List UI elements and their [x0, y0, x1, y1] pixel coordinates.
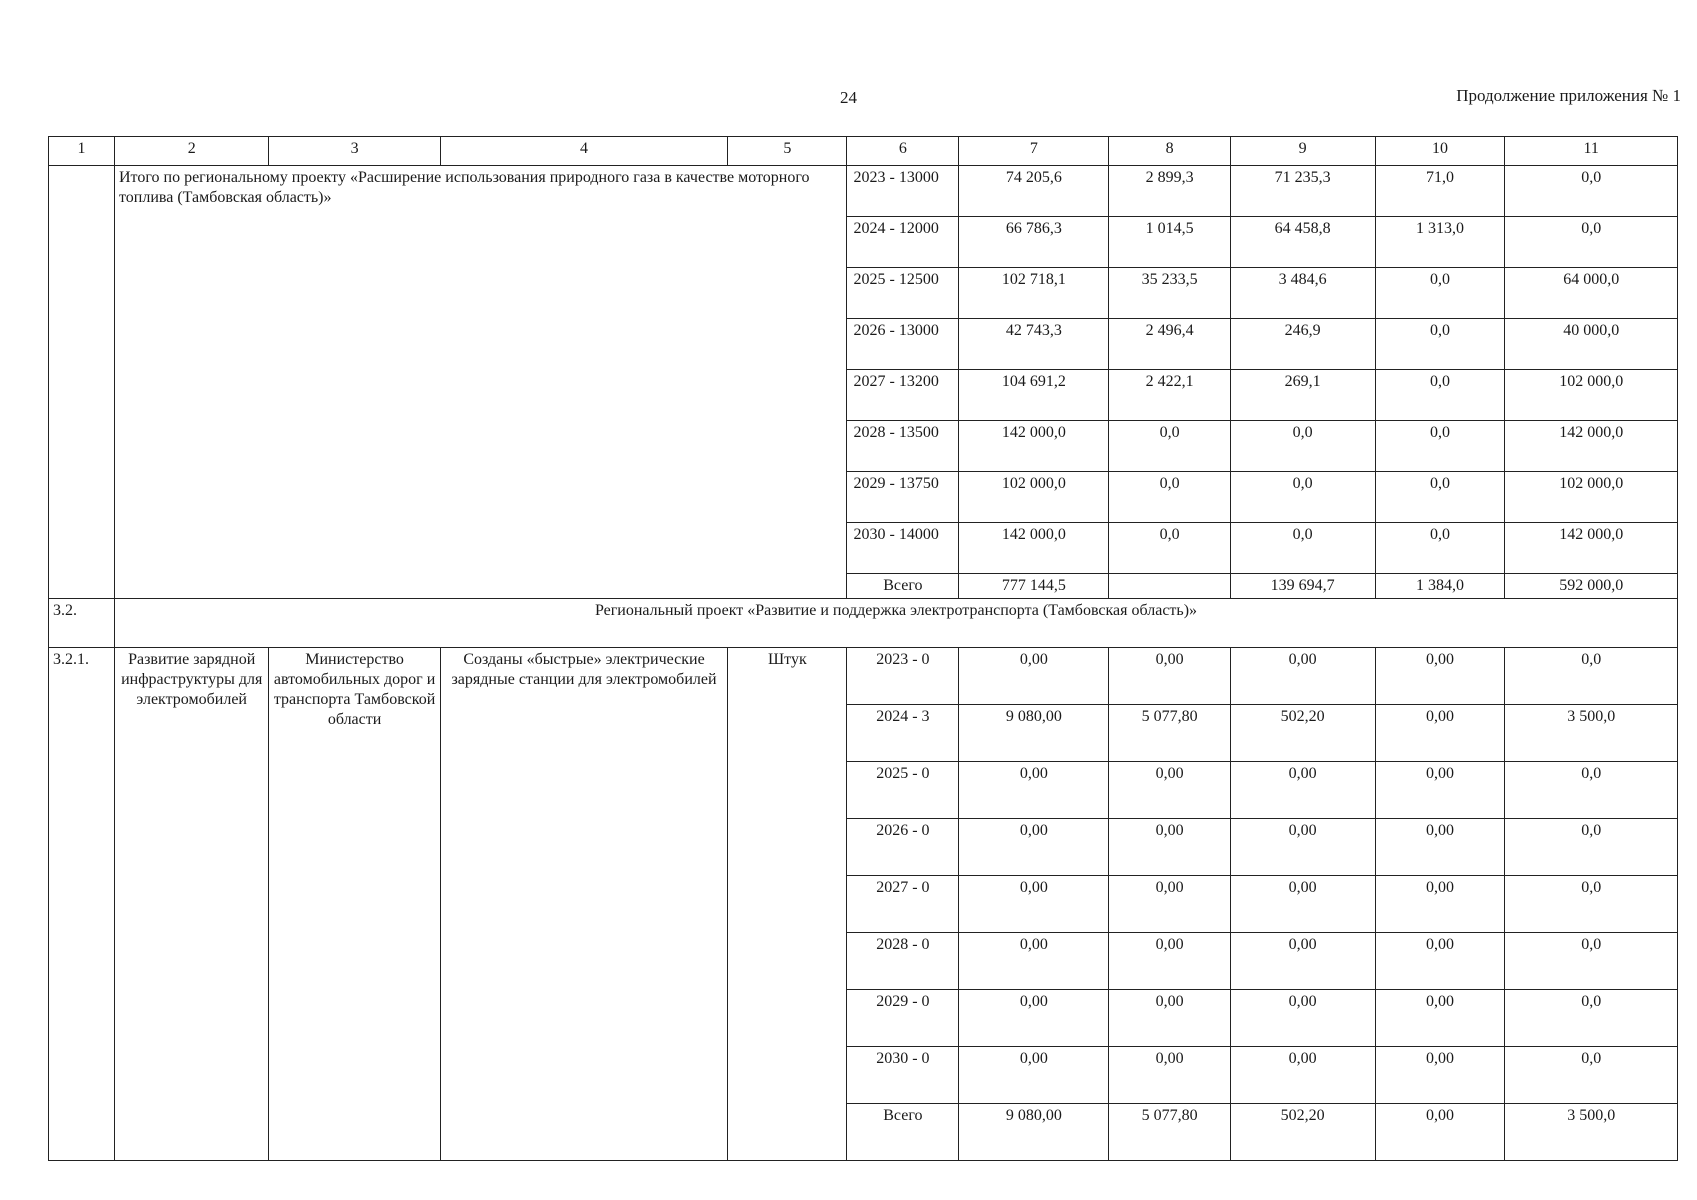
value-cell: 0,00 — [1230, 648, 1375, 705]
value-cell: 2 422,1 — [1109, 370, 1230, 421]
value-cell: 0,00 — [1109, 876, 1230, 933]
value-cell: 142 000,0 — [959, 523, 1109, 574]
value-cell: 2 899,3 — [1109, 166, 1230, 217]
value-cell: 0,00 — [1230, 933, 1375, 990]
value-cell: 0,00 — [1230, 762, 1375, 819]
value-cell: 0,00 — [1375, 1047, 1505, 1104]
year-cell: 2027 - 0 — [847, 876, 959, 933]
value-cell: 0,00 — [1375, 990, 1505, 1047]
value-cell: 0,00 — [959, 933, 1109, 990]
value-cell — [1109, 574, 1230, 599]
year-cell: 2029 - 0 — [847, 990, 959, 1047]
value-cell: 102 000,0 — [959, 472, 1109, 523]
value-cell: 0,00 — [1109, 762, 1230, 819]
value-cell: 71 235,3 — [1230, 166, 1375, 217]
value-cell: 0,0 — [1375, 472, 1505, 523]
column-header: 5 — [728, 137, 847, 166]
value-cell: 0,0 — [1230, 472, 1375, 523]
value-cell: 0,00 — [1109, 819, 1230, 876]
column-header: 7 — [959, 137, 1109, 166]
year-cell: 2030 - 0 — [847, 1047, 959, 1104]
value-cell: 9 080,00 — [959, 1104, 1109, 1161]
result-cell: Созданы «быстрые» электрические зарядные станции для электромобилей — [440, 648, 727, 1161]
table-row — [49, 166, 1678, 217]
value-cell: 0,00 — [1375, 876, 1505, 933]
value-cell: 0,0 — [1375, 421, 1505, 472]
value-cell: 5 077,80 — [1109, 705, 1230, 762]
value-cell: 1 014,5 — [1109, 217, 1230, 268]
column-header: 9 — [1230, 137, 1375, 166]
project-total-title: Итого по региональному проекту «Расширение использования природного газа в качестве моторного топлива (Тамбовская область)» — [115, 166, 847, 599]
value-cell: 0,00 — [1109, 648, 1230, 705]
value-cell: 0,00 — [959, 1047, 1109, 1104]
value-cell: 64 458,8 — [1230, 217, 1375, 268]
value-cell: 0,00 — [1375, 933, 1505, 990]
value-cell: 66 786,3 — [959, 217, 1109, 268]
row-number-cell: 3.2.1. — [49, 648, 115, 1161]
unit-cell: Штук — [728, 648, 847, 1161]
year-cell: 2025 - 0 — [847, 762, 959, 819]
value-cell: 0,0 — [1505, 217, 1678, 268]
value-cell: 0,0 — [1505, 933, 1678, 990]
continuation-caption: Продолжение приложения № 1 — [1456, 86, 1681, 105]
value-cell: 592 000,0 — [1505, 574, 1678, 599]
value-cell: 0,0 — [1230, 421, 1375, 472]
year-cell: 2024 - 12000 — [847, 217, 959, 268]
appendix-table — [48, 136, 1678, 1161]
year-cell: 2025 - 12500 — [847, 268, 959, 319]
year-cell: 2024 - 3 — [847, 705, 959, 762]
value-cell: 3 500,0 — [1505, 705, 1678, 762]
value-cell: 0,0 — [1375, 268, 1505, 319]
value-cell: 0,00 — [959, 819, 1109, 876]
value-cell: 0,00 — [1230, 876, 1375, 933]
value-cell: 0,00 — [1230, 819, 1375, 876]
value-cell: 0,0 — [1109, 421, 1230, 472]
year-cell: 2023 - 13000 — [847, 166, 959, 217]
column-header: 11 — [1505, 137, 1678, 166]
value-cell: 0,00 — [959, 648, 1109, 705]
value-cell: 1 384,0 — [1375, 574, 1505, 599]
value-cell: 0,0 — [1505, 990, 1678, 1047]
year-cell: 2027 - 13200 — [847, 370, 959, 421]
value-cell: 74 205,6 — [959, 166, 1109, 217]
year-cell: 2028 - 0 — [847, 933, 959, 990]
year-cell: 2029 - 13750 — [847, 472, 959, 523]
value-cell: 0,00 — [1109, 990, 1230, 1047]
value-cell: 777 144,5 — [959, 574, 1109, 599]
value-cell: 0,0 — [1505, 762, 1678, 819]
value-cell: 42 743,3 — [959, 319, 1109, 370]
column-header: 4 — [440, 137, 727, 166]
value-cell: 102 000,0 — [1505, 370, 1678, 421]
value-cell: 9 080,00 — [959, 705, 1109, 762]
column-header: 10 — [1375, 137, 1505, 166]
year-cell: 2026 - 0 — [847, 819, 959, 876]
value-cell: 142 000,0 — [959, 421, 1109, 472]
value-cell: 0,0 — [1109, 523, 1230, 574]
section-number: 3.2. — [49, 599, 115, 648]
value-cell: 0,00 — [1230, 990, 1375, 1047]
value-cell: 0,00 — [1109, 933, 1230, 990]
table-row — [49, 648, 1678, 705]
value-cell: 0,0 — [1505, 876, 1678, 933]
section-row — [49, 599, 1678, 648]
value-cell: 0,00 — [959, 762, 1109, 819]
executor-cell: Министерство автомобильных дорог и транспорта Тамбовской области — [269, 648, 440, 1161]
value-cell: 0,00 — [1375, 648, 1505, 705]
value-cell: 142 000,0 — [1505, 421, 1678, 472]
value-cell: 246,9 — [1230, 319, 1375, 370]
value-cell: 0,00 — [959, 990, 1109, 1047]
page-number: 24 — [840, 88, 857, 107]
value-cell: 1 313,0 — [1375, 217, 1505, 268]
value-cell: 102 000,0 — [1505, 472, 1678, 523]
value-cell: 0,0 — [1505, 166, 1678, 217]
year-cell: 2026 - 13000 — [847, 319, 959, 370]
value-cell: 502,20 — [1230, 705, 1375, 762]
value-cell: 0,0 — [1505, 819, 1678, 876]
value-cell: 0,00 — [1230, 1047, 1375, 1104]
total-label: Всего — [847, 1104, 959, 1161]
value-cell: 0,00 — [1375, 819, 1505, 876]
value-cell: 3 484,6 — [1230, 268, 1375, 319]
value-cell: 0,0 — [1505, 1047, 1678, 1104]
section-title: Региональный проект «Развитие и поддержка электротранспорта (Тамбовская область)» — [115, 599, 1678, 648]
value-cell: 502,20 — [1230, 1104, 1375, 1161]
total-label: Всего — [847, 574, 959, 599]
value-cell: 102 718,1 — [959, 268, 1109, 319]
value-cell: 3 500,0 — [1505, 1104, 1678, 1161]
column-header: 8 — [1109, 137, 1230, 166]
column-header: 6 — [847, 137, 959, 166]
year-cell: 2030 - 14000 — [847, 523, 959, 574]
column-header: 1 — [49, 137, 115, 166]
value-cell: 40 000,0 — [1505, 319, 1678, 370]
value-cell: 0,0 — [1375, 319, 1505, 370]
value-cell: 64 000,0 — [1505, 268, 1678, 319]
value-cell: 35 233,5 — [1109, 268, 1230, 319]
value-cell: 142 000,0 — [1505, 523, 1678, 574]
value-cell: 104 691,2 — [959, 370, 1109, 421]
value-cell: 269,1 — [1230, 370, 1375, 421]
value-cell: 0,00 — [1375, 705, 1505, 762]
value-cell: 0,00 — [1375, 762, 1505, 819]
row-number-cell — [49, 166, 115, 599]
measure-name-cell: Развитие зарядной инфраструктуры для электромобилей — [115, 648, 269, 1161]
value-cell: 71,0 — [1375, 166, 1505, 217]
year-cell: 2023 - 0 — [847, 648, 959, 705]
value-cell: 139 694,7 — [1230, 574, 1375, 599]
value-cell: 2 496,4 — [1109, 319, 1230, 370]
value-cell: 0,0 — [1375, 370, 1505, 421]
year-cell: 2028 - 13500 — [847, 421, 959, 472]
value-cell: 0,00 — [959, 876, 1109, 933]
value-cell: 0,0 — [1109, 472, 1230, 523]
column-header: 3 — [269, 137, 440, 166]
value-cell: 0,0 — [1230, 523, 1375, 574]
value-cell: 0,0 — [1375, 523, 1505, 574]
column-header: 2 — [115, 137, 269, 166]
value-cell: 5 077,80 — [1109, 1104, 1230, 1161]
value-cell: 0,0 — [1505, 648, 1678, 705]
value-cell: 0,00 — [1109, 1047, 1230, 1104]
column-number-row — [49, 137, 1678, 166]
value-cell: 0,00 — [1375, 1104, 1505, 1161]
